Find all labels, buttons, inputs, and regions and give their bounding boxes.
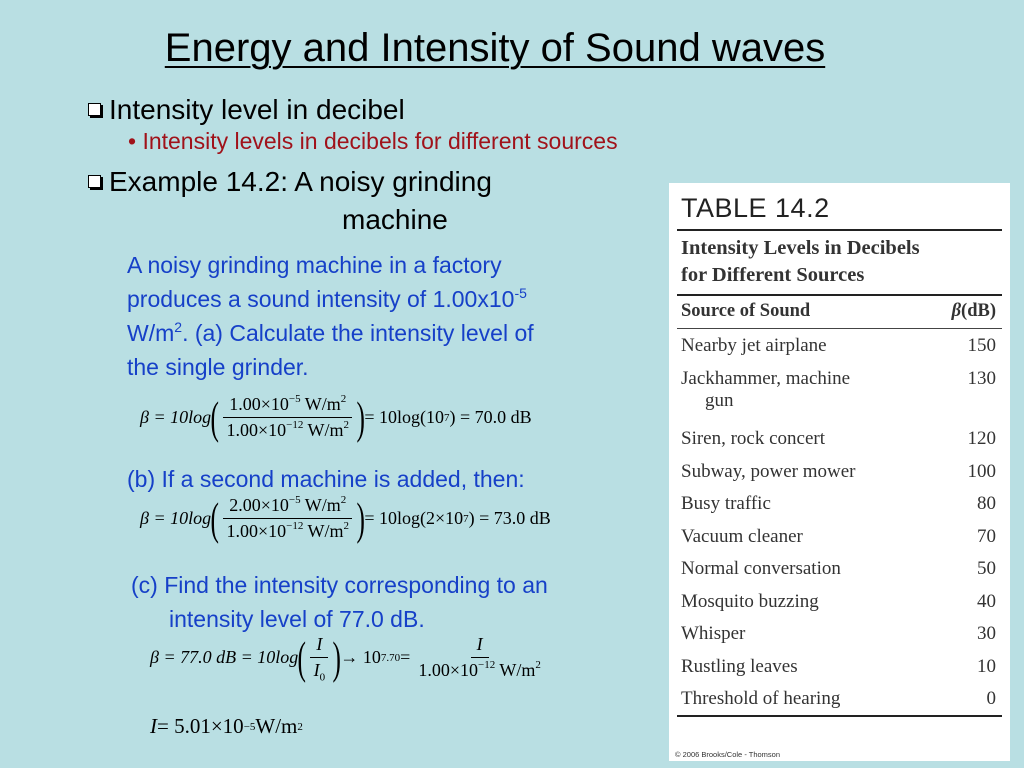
equation-result: I = 5.01×10 −5 W/m 2 <box>150 714 303 738</box>
db-cell: 40 <box>977 590 996 612</box>
problem-line: $W/m^2$. (a) Calculate the intensity level of <box>127 319 534 346</box>
column-header-source: Source of Sound <box>681 301 811 321</box>
square-bullet-icon <box>88 103 101 116</box>
problem-line: the single grinder. <box>127 354 309 380</box>
db-cell: 130 <box>967 367 996 389</box>
source-cell: Rustling leaves <box>681 655 798 677</box>
part-c-line: intensity level of 77.0 dB. <box>169 606 425 632</box>
bullet-text: Example 14.2: A noisy grinding <box>109 166 492 197</box>
table-title: TABLE 14.2 <box>681 193 830 223</box>
db-cell: 0 <box>986 688 996 709</box>
source-cell: Busy traffic <box>681 493 771 514</box>
source-cell: Jackhammer, machine gun <box>681 367 851 411</box>
table-divider <box>677 294 1002 296</box>
equation-part-b: β = 10log ( $\frac{2.00\times 10^{-5} W/m^2}{1.00\times 10^{-12} W/m^2}$ ) = 10log(2×10 7 ) = 73.0 dB <box>140 492 551 544</box>
bullet-text: Intensity level in decibel <box>109 94 405 125</box>
bullet-example <box>88 166 492 198</box>
db-cell: 30 <box>977 623 996 644</box>
table-row <box>681 335 996 368</box>
source-cell: Vacuum cleaner <box>681 525 803 547</box>
table-14-2 <box>669 183 1010 761</box>
source-cell: Mosquito buzzing <box>681 590 819 612</box>
table-row <box>681 461 996 494</box>
source-cell: Threshold of hearing <box>681 688 841 709</box>
table-row <box>681 623 996 656</box>
table-row <box>681 591 996 624</box>
bullet-intensity-level <box>88 94 405 126</box>
source-cell: Subway, power mower <box>681 460 856 482</box>
source-cell: Whisper <box>681 623 746 644</box>
source-cell: Siren, rock concert <box>681 428 826 449</box>
problem-line: A noisy grinding machine in a factory <box>127 252 502 278</box>
equation-part-a: β = 10log ( $\frac{1.00\times 10^{-5} W/m^2}{1.00\times 10^{-12} W/m^2}$ ) = 10log(10 7 ) = 70.0 dB <box>140 391 532 443</box>
copyright-text: © 2006 Brooks/Cole - Thomson <box>675 750 781 759</box>
table-header-row <box>681 301 996 322</box>
source-cell: Normal conversation <box>681 558 841 579</box>
db-cell: 120 <box>967 428 996 449</box>
problem-line: produces a sound intensity of $1.00x10^{-5}$ <box>127 285 527 312</box>
table-row <box>681 656 996 689</box>
sub-bullet-sources: • Intensity levels in decibels for different sources <box>128 128 618 154</box>
table-subtitle: Intensity Levels in Decibels for Different Sources <box>681 237 920 286</box>
db-cell: 80 <box>977 493 996 514</box>
part-c-text <box>131 568 548 636</box>
table-row <box>681 368 996 429</box>
table-divider <box>677 229 1002 231</box>
db-cell: 70 <box>977 525 996 547</box>
db-cell: 10 <box>977 655 996 677</box>
db-cell: 100 <box>967 460 996 482</box>
table-row <box>681 428 996 461</box>
column-header-db: β(dB) <box>951 301 996 321</box>
source-cell: Nearby jet airplane <box>681 335 827 356</box>
equation-part-c: β = 77.0 dB = 10log ( $\frac{I}{I_0}$ ) → 10 7.70 = $\frac{I}{1.00\times 10^{-12} W/m^2}$ <box>150 631 541 684</box>
table-row <box>681 493 996 526</box>
db-cell: 50 <box>977 558 996 579</box>
table-divider <box>677 328 1002 329</box>
table-row <box>681 558 996 591</box>
square-bullet-icon <box>88 175 101 188</box>
slide-title: Energy and Intensity of Sound waves <box>164 26 826 70</box>
bullet-example-line2: machine <box>342 204 448 235</box>
table-body <box>681 335 996 721</box>
part-b-text: (b) If a second machine is added, then: <box>127 466 525 492</box>
problem-statement <box>127 248 534 384</box>
part-c-line: (c) Find the intensity corresponding to an <box>131 572 548 598</box>
table-row <box>681 526 996 559</box>
db-cell: 150 <box>967 335 996 356</box>
table-divider <box>677 715 1002 717</box>
